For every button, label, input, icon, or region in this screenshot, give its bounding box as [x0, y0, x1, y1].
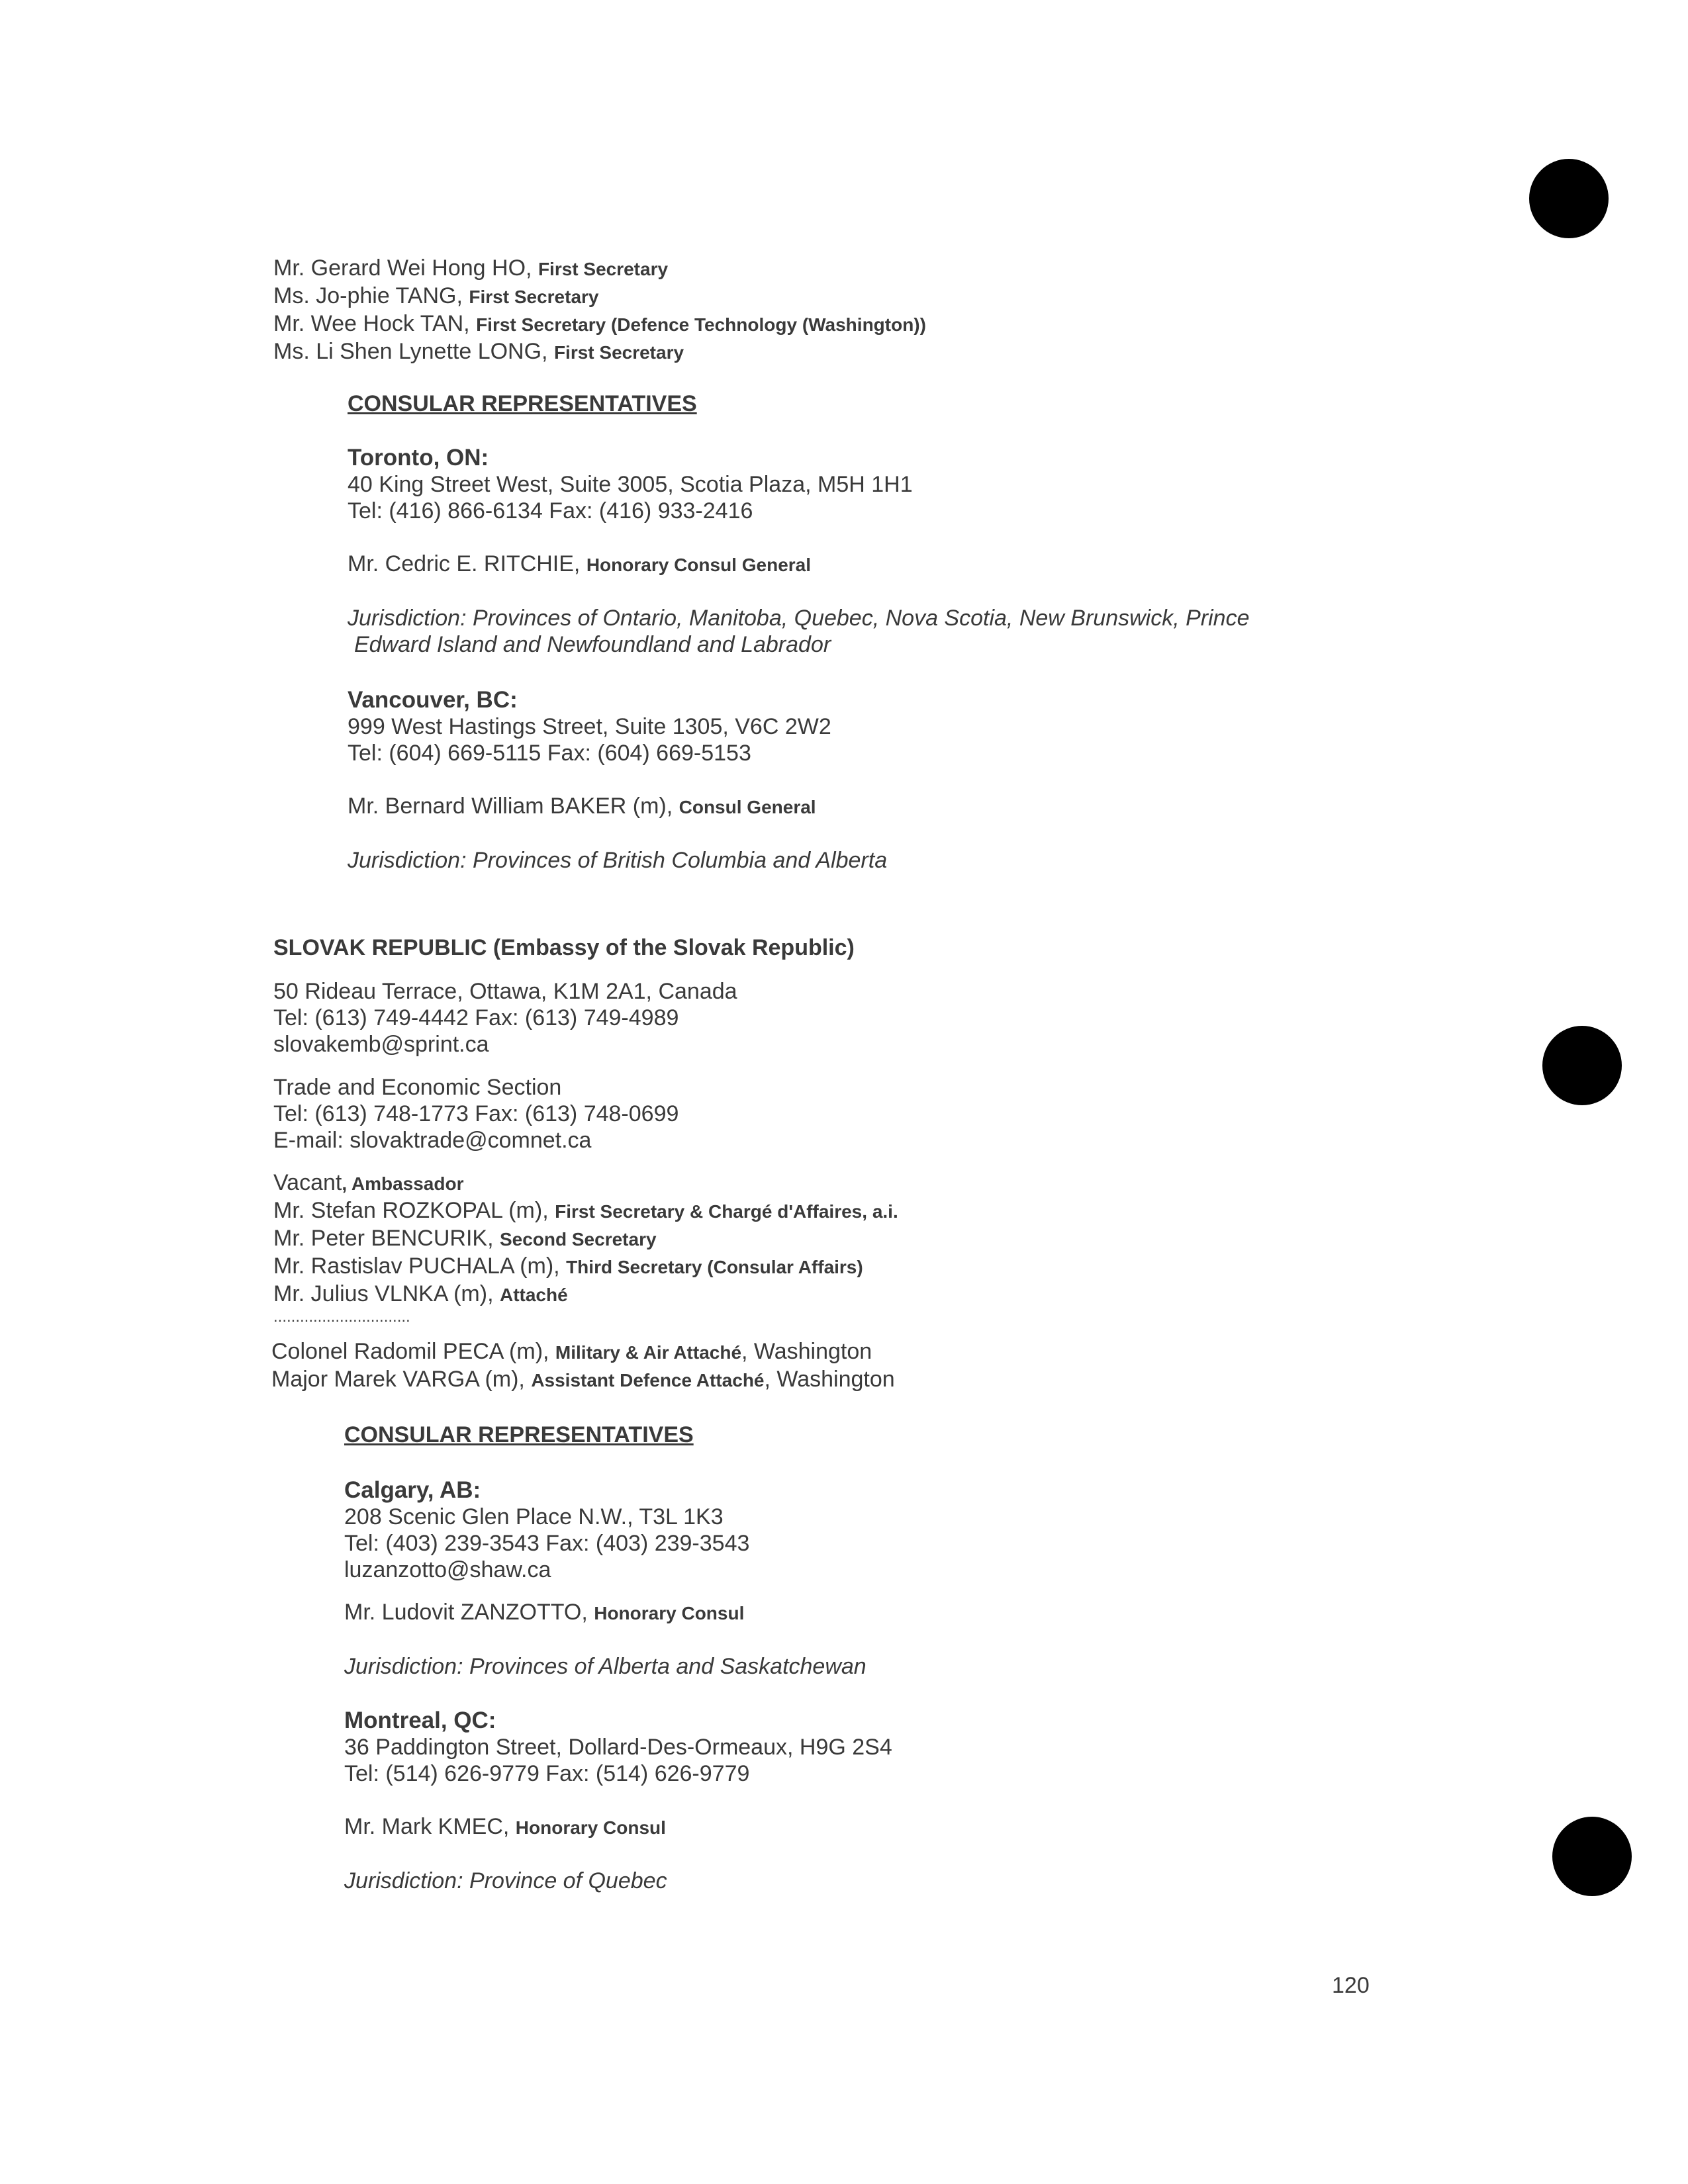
trade-section	[273, 1074, 679, 1154]
consul-line: Mr. Bernard William BAKER (m), Consul General	[348, 794, 816, 819]
staff-line: Vacant, Ambassador	[273, 1170, 464, 1195]
city-name: Toronto, ON:	[348, 445, 489, 471]
jurisdiction: Jurisdiction: Provinces of Ontario, Manitoba, Quebec, Nova Scotia, New Brunswick, Prince Edward Island and Newfoundland and Labrador	[348, 606, 1250, 657]
jurisdiction: Jurisdiction: Provinces of British Columbia and Alberta	[348, 848, 888, 873]
military-staff	[271, 1338, 895, 1394]
phone-fax: Tel: (514) 626-9779 Fax: (514) 626-9779	[344, 1761, 750, 1786]
jurisdiction: Jurisdiction: Province of Quebec	[344, 1868, 667, 1893]
email: E-mail: slovaktrade@comnet.ca	[273, 1128, 592, 1153]
country-heading: SLOVAK REPUBLIC (Embassy of the Slovak Republic)	[273, 935, 855, 960]
staff-line: Mr. Peter BENCURIK, Second Secretary	[273, 1226, 657, 1251]
separator-dots: ...............................	[273, 1308, 410, 1326]
address: 208 Scenic Glen Place N.W., T3L 1K3	[344, 1504, 724, 1529]
staff-line: Mr. Julius VLNKA (m), Attaché	[273, 1281, 568, 1306]
punch-hole-top	[1529, 159, 1609, 238]
phone-fax: Tel: (416) 866-6134 Fax: (416) 933-2416	[348, 498, 753, 523]
staff-line: Ms. Li Shen Lynette LONG, First Secretary	[273, 339, 684, 364]
consul-line: Mr. Mark KMEC, Honorary Consul	[344, 1814, 666, 1839]
phone-fax: Tel: (613) 749-4442 Fax: (613) 749-4989	[273, 1005, 679, 1030]
staff-line: Colonel Radomil PECA (m), Military & Air Attaché, Washington	[271, 1339, 872, 1364]
phone-fax: Tel: (403) 239-3543 Fax: (403) 239-3543	[344, 1531, 750, 1556]
address: 999 West Hastings Street, Suite 1305, V6C 2W2	[348, 714, 831, 739]
embassy-contact	[273, 978, 737, 1058]
consular-heading: CONSULAR REPRESENTATIVES	[348, 391, 697, 416]
city-name: Calgary, AB:	[344, 1477, 481, 1503]
phone-fax: Tel: (613) 748-1773 Fax: (613) 748-0699	[273, 1101, 679, 1126]
city-name: Montreal, QC:	[344, 1707, 496, 1733]
section-title: Trade and Economic Section	[273, 1075, 562, 1100]
email: slovakemb@sprint.ca	[273, 1032, 489, 1057]
address: 50 Rideau Terrace, Ottawa, K1M 2A1, Canada	[273, 979, 737, 1004]
consul-line: Mr. Cedric E. RITCHIE, Honorary Consul General	[348, 551, 812, 576]
jurisdiction: Jurisdiction: Provinces of Alberta and Saskatchewan	[344, 1654, 867, 1679]
staff-line: Mr. Gerard Wei Hong HO, First Secretary	[273, 255, 669, 281]
toronto-entry	[348, 445, 1249, 658]
vancouver-entry	[348, 687, 887, 874]
consul-line: Mr. Ludovit ZANZOTTO, Honorary Consul	[344, 1600, 745, 1625]
staff-line: Mr. Stefan ROZKOPAL (m), First Secretary & Chargé d'Affaires, a.i.	[273, 1198, 898, 1223]
staff-line: Major Marek VARGA (m), Assistant Defence Attaché, Washington	[271, 1367, 895, 1392]
punch-hole-middle	[1542, 1026, 1622, 1105]
address: 36 Paddington Street, Dollard-Des-Ormeaux, H9G 2S4	[344, 1735, 892, 1760]
page-number: 120	[1332, 1973, 1370, 1998]
email: luzanzotto@shaw.ca	[344, 1557, 551, 1582]
address: 40 King Street West, Suite 3005, Scotia Plaza, M5H 1H1	[348, 472, 913, 497]
staff-line: Ms. Jo-phie TANG, First Secretary	[273, 283, 599, 308]
punch-hole-bottom	[1552, 1817, 1632, 1896]
consular-heading: CONSULAR REPRESENTATIVES	[344, 1422, 694, 1447]
calgary-entry	[344, 1477, 867, 1680]
staff-line: Mr. Wee Hock TAN, First Secretary (Defence Technology (Washington))	[273, 311, 926, 336]
top-staff-list	[273, 255, 926, 366]
phone-fax: Tel: (604) 669-5115 Fax: (604) 669-5153	[348, 741, 751, 766]
city-name: Vancouver, BC:	[348, 687, 518, 713]
embassy-staff	[273, 1169, 898, 1326]
montreal-entry	[344, 1707, 892, 1894]
staff-line: Mr. Rastislav PUCHALA (m), Third Secretary (Consular Affairs)	[273, 1253, 863, 1279]
